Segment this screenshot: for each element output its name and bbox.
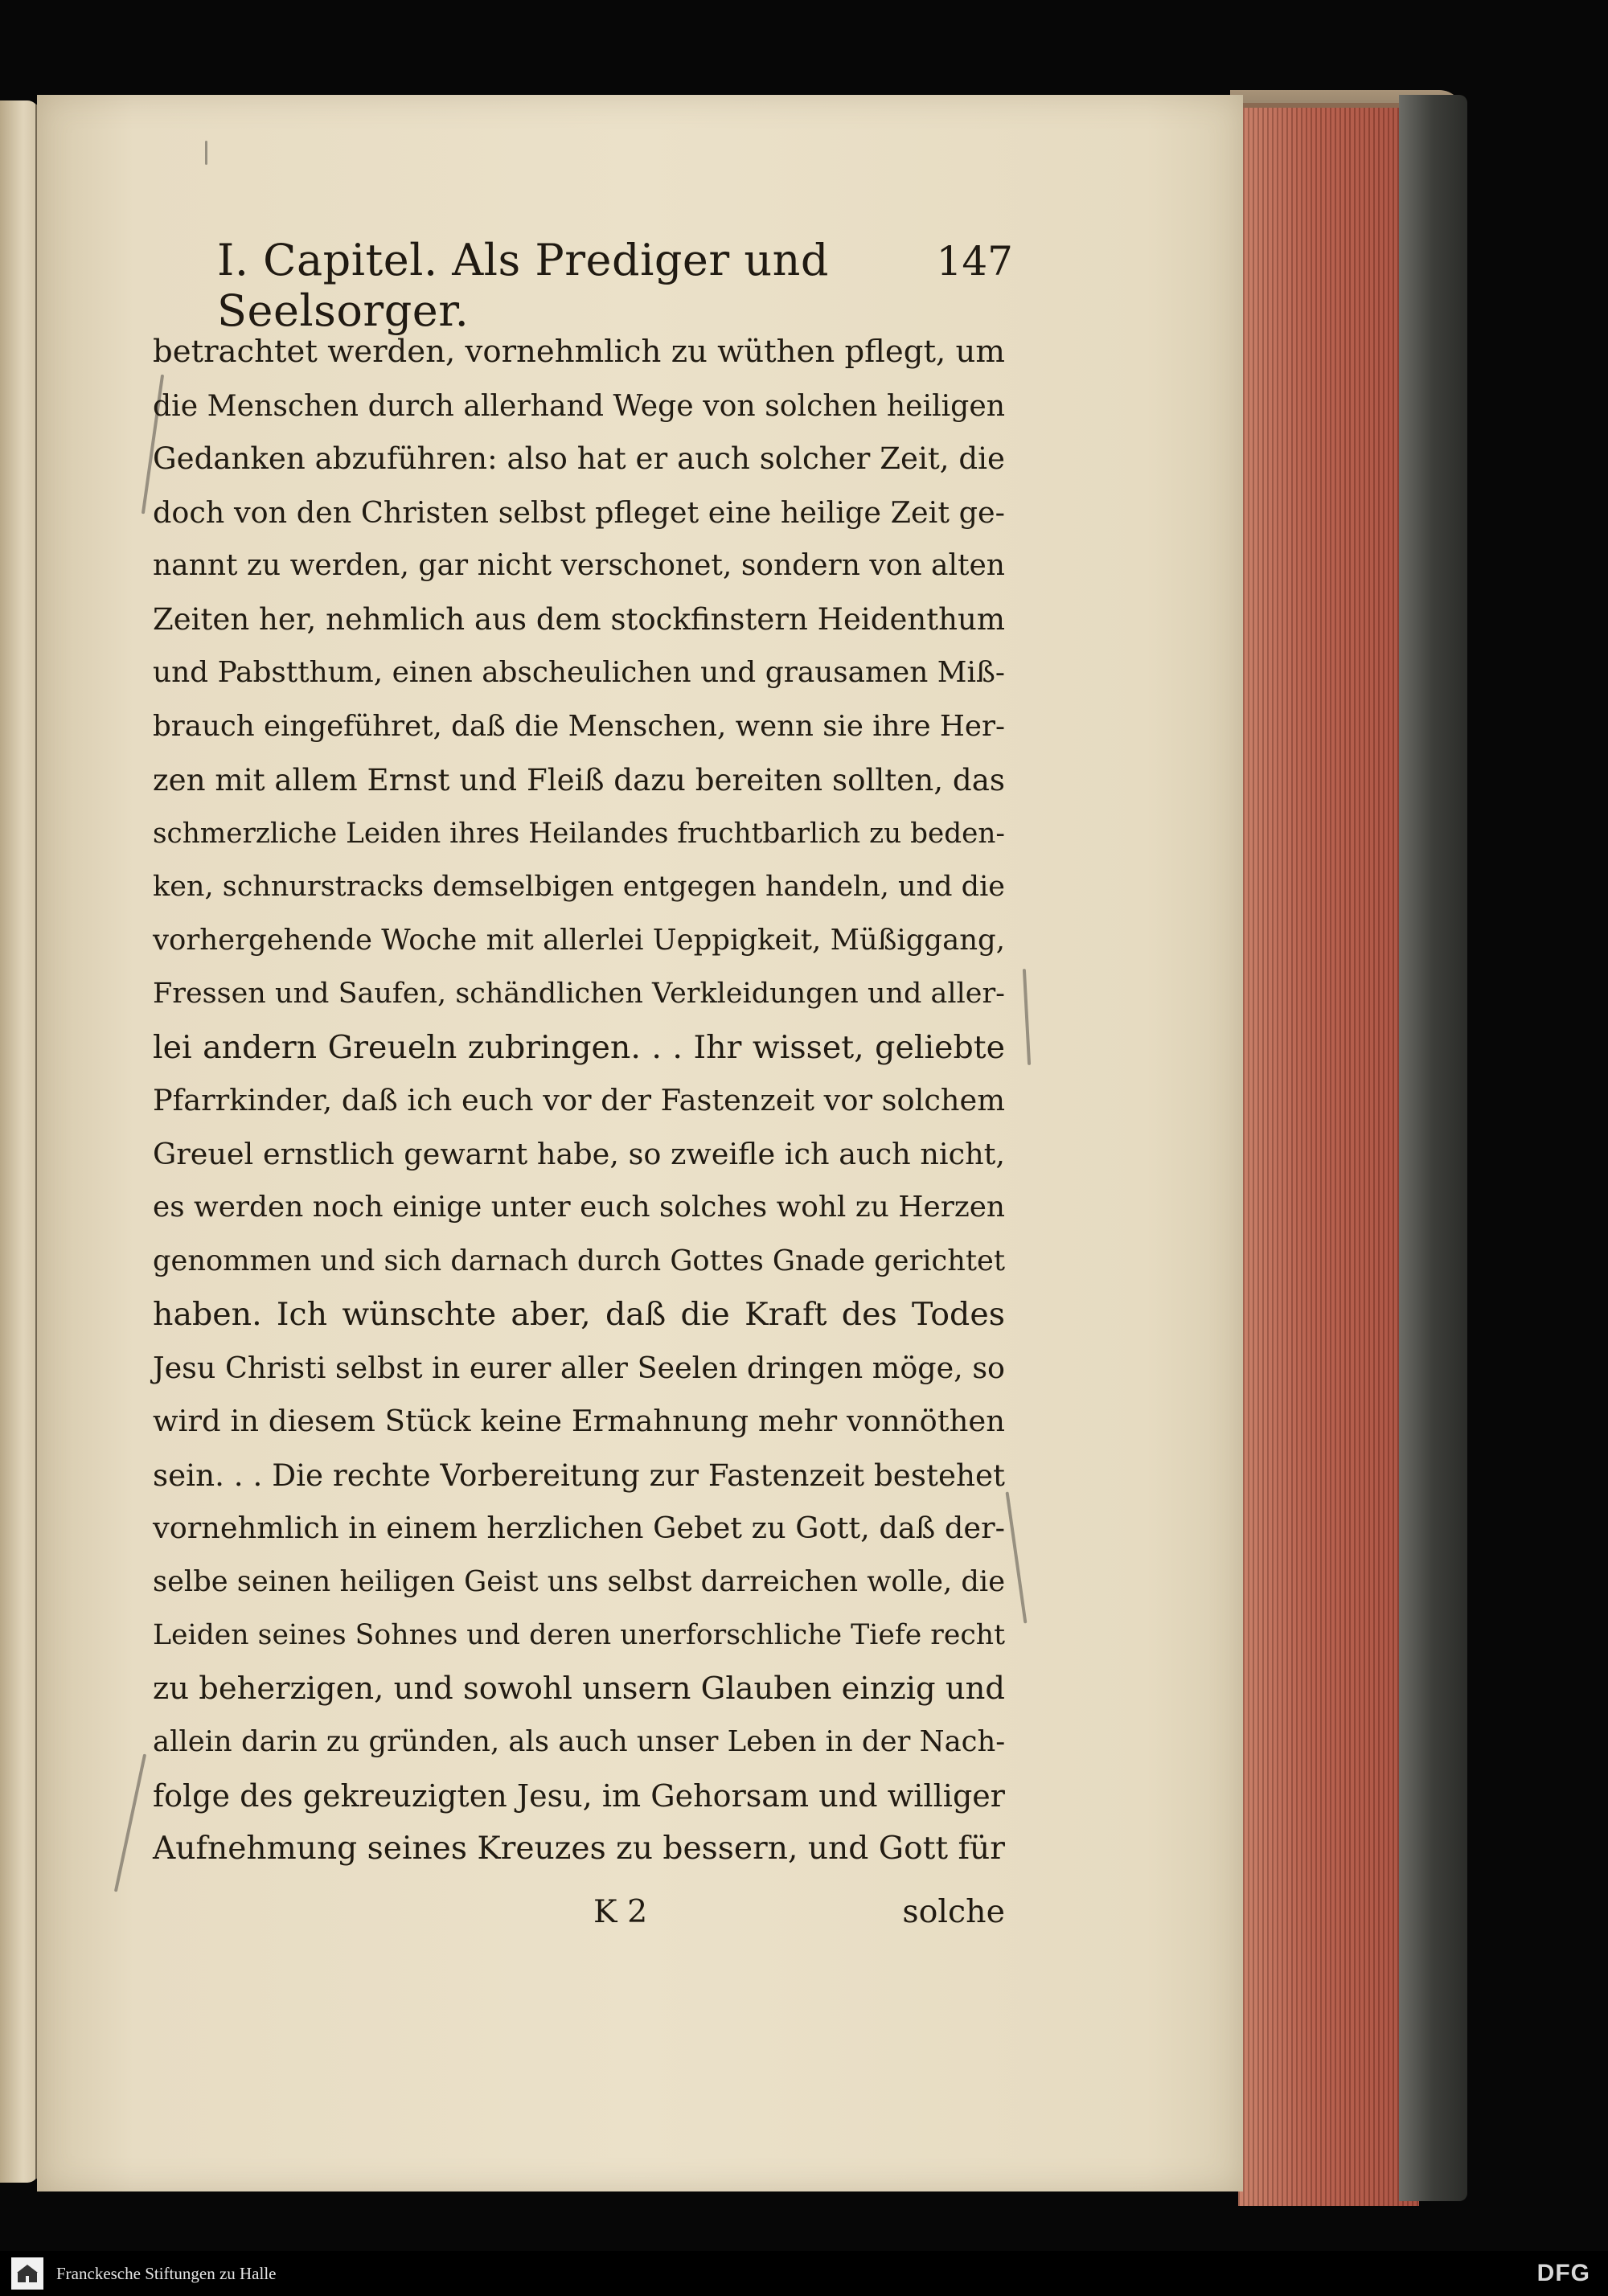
text-line: vorhergehende Woche mit allerlei Ueppigkeit, Müßiggang,: [153, 923, 1005, 957]
text-line: ken, schnurstracks demselbigen entgegen handeln, und die: [153, 871, 1005, 903]
text-line: wird in diesem Stück keine Ermahnung mehr vonnöthen: [153, 1404, 1005, 1438]
text-line: lei andern Greueln zubringen. . . Ihr wisset, geliebte: [153, 1028, 1005, 1066]
text-line: Gedanken abzuführen: also hat er auch solcher Zeit, die: [153, 441, 1005, 476]
text-line: sein. . . Die rechte Vorbereitung zur Fastenzeit bestehet: [153, 1457, 1005, 1493]
book-cover-spine: [1399, 95, 1467, 2201]
text-line: schmerzliche Leiden ihres Heilandes fruchtbarlich zu beden-: [153, 817, 1005, 850]
previous-page-edge: [0, 100, 39, 2183]
page-block-red-edges: [1238, 103, 1419, 2206]
page-footer: [153, 1893, 1005, 1941]
text-line: Fressen und Saufen, schändlichen Verkleidungen und aller-: [153, 978, 1005, 1010]
text-line: zu beherzigen, und sowohl unsern Glauben einzig und: [153, 1670, 1005, 1707]
header-title: I. Capitel. Als Prediger und Seelsorger.: [217, 235, 829, 336]
text-line: nannt zu werden, gar nicht verschonet, sondern von alten: [153, 549, 1005, 582]
text-line: zen mit allem Ernst und Fleiß dazu bereiten sollten, das: [153, 762, 1005, 797]
text-line: Leiden seines Sohnes und deren unerforschliche Tiefe recht: [153, 1619, 1005, 1651]
text-line: doch von den Christen selbst pfleget eine heilige Zeit ge-: [153, 494, 1005, 530]
dfg-logo: DFG: [1536, 2260, 1590, 2286]
institution-logo-icon: [11, 2257, 43, 2290]
text-line: Jesu Christi selbst in eurer aller Seelen dringen möge, so: [153, 1350, 1005, 1385]
body-text: [153, 326, 1005, 1876]
text-line: haben. Ich wünschte aber, daß die Kraft des Todes: [153, 1296, 1005, 1333]
text-line: Aufnehmung seines Kreuzes zu bessern, und Gott für: [153, 1831, 1005, 1867]
text-line: allein darin zu gründen, als auch unser Leben in der Nach-: [153, 1725, 1006, 1758]
catchword: solche: [902, 1893, 1005, 1930]
text-line: Greuel ernstlich gewarnt habe, so zweifle ich auch nicht,: [153, 1136, 1005, 1171]
text-line: selbe seinen heiligen Geist uns selbst darreichen wolle, die: [153, 1564, 1006, 1598]
viewer-footer-bar: [0, 2251, 1608, 2296]
running-header: [217, 235, 1013, 336]
text-line: vornehmlich in einem herzlichen Gebet zu Gott, daß der-: [153, 1511, 1005, 1545]
text-line: genommen und sich darnach durch Gottes Gnade gerichtet: [153, 1244, 1005, 1277]
text-line: Pfarrkinder, daß ich euch vor der Fastenzeit vor solchem: [153, 1083, 1005, 1117]
text-line: folge des gekreuzigten Jesu, im Gehorsam und williger: [153, 1777, 1005, 1814]
text-line: brauch eingeführet, daß die Menschen, wenn sie ihre Her-: [153, 709, 1005, 743]
text-line: es werden noch einige unter euch solches wohl zu Herzen: [153, 1191, 1005, 1224]
text-line: die Menschen durch allerhand Wege von solchen heiligen: [153, 387, 1005, 423]
text-line: und Pabstthum, einen abscheulichen und grausamen Miß-: [153, 656, 1005, 689]
text-line: betrachtet werden, vornehmlich zu wüthen pflegt, um: [153, 334, 1006, 370]
signature-mark: K 2: [593, 1893, 648, 1930]
pencil-mark: [205, 141, 207, 165]
text-line: Zeiten her, nehmlich aus dem stockfinstern Heidenthum: [153, 601, 1005, 637]
institution-name: Franckesche Stiftungen zu Halle: [56, 2263, 277, 2283]
page-number: 147: [936, 238, 1013, 285]
